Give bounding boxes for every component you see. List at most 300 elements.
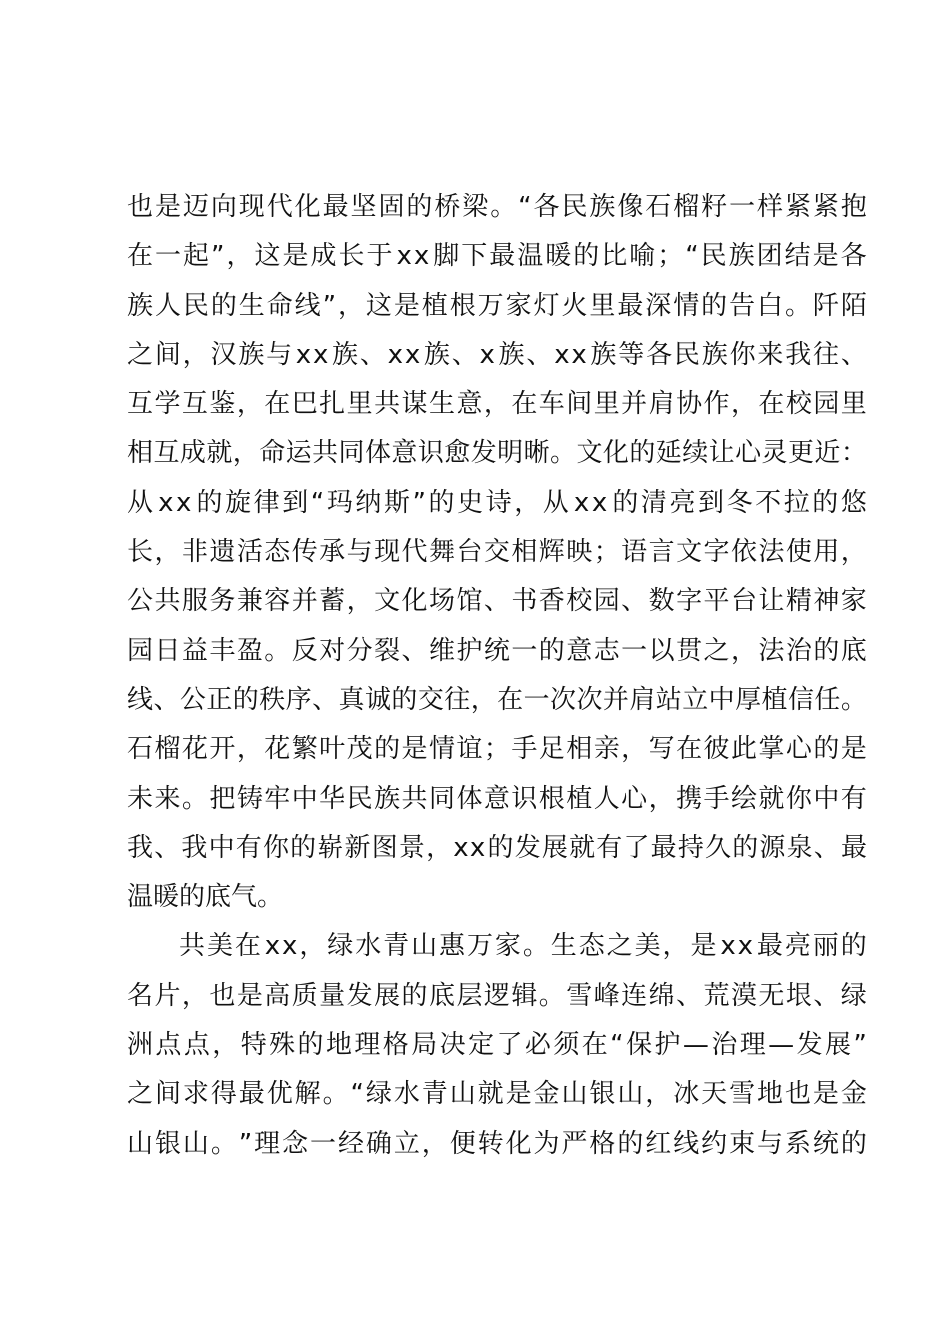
text-char: 让 [758,586,785,617]
text-char: 于 [366,241,393,272]
text-char: 你 [729,339,756,370]
text-char: 有 [596,832,623,863]
text-char: 香 [538,586,565,617]
text-char: 同 [338,438,365,469]
text-char: x [295,339,312,370]
text-char: x [312,339,329,370]
text-char: 最 [840,832,867,863]
text-char: 像 [617,192,644,222]
text-char: x [158,487,174,518]
text-char: 文 [576,438,603,469]
text-char: x [573,487,590,518]
text-char: 雪 [566,980,593,1011]
text-char: 并 [602,684,629,715]
text-char: 绿 [840,980,867,1011]
text-char: 言 [648,537,675,568]
text-char: 样 [757,192,784,222]
text-char: 蓄 [319,586,346,617]
text-char: 各 [646,339,673,370]
text-char: 同 [428,783,455,814]
text-char: 裂 [374,635,401,666]
text-char: “ [350,1079,364,1110]
text-char: 中 [291,783,318,814]
text-char: 是 [812,241,839,272]
text-char: 底 [840,635,867,666]
text-char: 中 [208,832,235,863]
text-char: 冬 [726,487,753,518]
text-char: 、 [526,339,553,370]
text-char: 、 [813,980,840,1011]
text-char: 书 [511,586,538,617]
text-char: 车 [538,389,565,420]
text-char: 命 [259,438,286,469]
text-char: 族 [423,339,450,370]
text-line [127,282,867,331]
text-char: 是 [690,931,717,962]
text-char: 最 [322,192,349,222]
text-char: 最 [617,290,644,321]
text-char: 、 [621,586,648,617]
text-char: 根 [538,783,565,814]
text-char: “ [610,1030,624,1061]
text-char: 美 [206,931,233,962]
text-char: 银 [154,1128,181,1159]
text-char: 向 [210,192,237,222]
text-char: 的 [297,1030,324,1061]
text-char: 新 [344,832,371,863]
text-char: 的 [196,487,223,518]
text-char: 明 [497,438,524,469]
text-char: 长 [127,537,154,568]
text-line [127,429,867,478]
text-char: 抱 [840,192,867,222]
text-char: 传 [291,537,318,568]
text-char: ， [232,438,259,469]
text-char: 各 [840,241,867,272]
text-char: 你 [262,832,289,863]
text-char: 族 [332,339,359,370]
text-char: 念 [282,1128,309,1159]
text-char: 籽 [701,192,728,222]
text-line [127,676,867,725]
text-char: 辉 [538,537,565,568]
text-char: 正 [206,684,233,715]
text-char: 最 [650,832,677,863]
text-char: 里 [840,389,867,420]
text-char: 展 [824,1030,851,1061]
text-char: 续 [682,438,709,469]
text-char: 意 [566,635,593,666]
text-char: 生 [550,931,577,962]
text-char: 在 [497,684,524,715]
text-char: 依 [730,537,757,568]
text-char: 之 [127,1079,154,1110]
text-char: 在 [581,1030,608,1061]
text-char: ； [593,537,620,568]
text-char: 维 [428,635,455,666]
text-char: 。 [181,783,208,814]
text-char: 的 [732,832,759,863]
text-char: 一 [310,1128,337,1159]
text-char: 承 [319,537,346,568]
text-char: 掌 [758,734,785,765]
text-char: 往 [444,684,471,715]
text-char: 便 [449,1128,476,1159]
text-char: 文 [676,537,703,568]
text-char: 石 [645,192,672,222]
text-char: 化 [294,192,321,222]
text-char: 非 [181,537,208,568]
text-char: 的 [210,290,237,321]
text-char: 舞 [428,537,455,568]
text-line [127,775,867,824]
text-char: 长 [338,241,365,272]
text-char: 的 [401,980,428,1011]
text-char: ， [483,389,510,420]
text-char: 名 [127,980,154,1011]
text-char: 谊 [456,734,483,765]
text-char: 来 [154,783,181,814]
text-char: ： [840,438,867,469]
text-line [127,577,867,626]
text-char: 让 [708,438,735,469]
text-char: 之 [127,339,154,370]
text-char: 玛 [326,487,353,518]
text-char: 体 [456,783,483,814]
text-char: 雪 [729,1079,756,1110]
text-char: 共 [154,586,181,617]
text-char: 到 [282,487,309,518]
text-char: 。 [322,1079,349,1110]
text-char: ， [470,684,497,715]
text-char: 有 [235,832,262,863]
text-char: 中 [813,783,840,814]
text-char: 之 [703,635,730,666]
text-char: 立 [682,684,709,715]
text-char: 到 [698,487,725,518]
text-char: 也 [209,980,236,1011]
text-char: 底 [428,980,455,1011]
text-char: 漠 [730,980,757,1011]
text-char: 法 [758,635,785,666]
text-char: 绵 [648,980,675,1011]
text-char: 。 [784,290,811,321]
text-char: 转 [477,1128,504,1159]
text-char: 人 [593,783,620,814]
text-line [127,1021,867,1070]
text-char: 互 [127,389,154,420]
text-char: 益 [181,635,208,666]
text-line [127,380,867,429]
text-char: 美 [634,931,661,962]
text-char: ， [648,783,675,814]
text-char: 间 [154,1079,181,1110]
text-char: 约 [701,1128,728,1159]
text-char: 崭 [317,832,344,863]
text-char: ， [299,931,326,962]
text-char: “ [685,241,699,272]
text-char: x [404,339,421,370]
text-char: 也 [127,192,154,222]
text-char: 律 [253,487,280,518]
text-char: 山 [182,1128,209,1159]
text-char: 共 [401,783,428,814]
text-char: 次 [550,684,577,715]
text-line [127,232,867,281]
text-char: 与 [757,1128,784,1159]
text-char: 间 [154,339,181,370]
text-char: 格 [382,1030,409,1061]
text-char: 体 [364,438,391,469]
text-char: 理 [739,1030,766,1061]
text-char: 也 [784,1079,811,1110]
text-char: 下 [461,241,488,272]
text-char: 与 [346,537,373,568]
text-char: 从 [542,487,569,518]
text-char: 是 [393,290,420,321]
text-char: 信 [787,684,814,715]
text-char: 交 [483,537,510,568]
text-char: 图 [371,832,398,863]
text-char: 展 [374,980,401,1011]
text-char: 繁 [291,734,318,765]
text-char: 志 [593,635,620,666]
text-char: 比 [601,241,628,272]
text-char: 金 [533,1079,560,1110]
text-char: 、 [401,635,428,666]
text-char: 了 [623,832,650,863]
text-char: 。 [264,635,291,666]
text-char: 从 [127,487,154,518]
text-char: 就 [206,438,233,469]
text-char: 馆 [456,586,483,617]
text-char: 榴 [154,734,181,765]
text-char: 、 [451,339,478,370]
text-char: 植 [566,783,593,814]
text-char: 亲 [593,734,620,765]
text-char: 生 [428,389,455,420]
text-char: 运 [285,438,312,469]
text-char: 史 [457,487,484,518]
text-char: ， [346,586,373,617]
text-char: 逻 [483,980,510,1011]
text-char: 在 [758,389,785,420]
text-char: 严 [561,1128,588,1159]
text-char: 固 [378,192,405,222]
text-char: 了 [496,1030,523,1061]
text-char: 的 [840,1128,867,1159]
text-char: 冰 [673,1079,700,1110]
text-char: 根 [449,290,476,321]
text-line [127,528,867,577]
text-char: 一 [729,192,756,222]
text-char: 里 [346,389,373,420]
text-char: ， [154,537,181,568]
text-char: 诗 [485,487,512,518]
text-char: 山 [411,931,438,962]
text-char: 一 [155,241,182,272]
text-char: 与 [266,339,293,370]
text-char: 族 [590,339,617,370]
text-char: 的 [406,192,433,222]
text-char: 手 [511,734,538,765]
text-char: 治 [785,635,812,666]
text-char: 青 [421,1079,448,1110]
text-char: 殊 [269,1030,296,1061]
text-char: 台 [456,537,483,568]
text-char: 。 [522,931,549,962]
text-char: 秩 [259,684,286,715]
text-char: 的 [374,734,401,765]
text-char: 脚 [433,241,460,272]
text-char: x [737,931,754,962]
text-char: 我 [127,832,154,863]
text-char: 是 [505,1079,532,1110]
text-char: 鉴 [209,389,236,420]
text-char: 桥 [434,192,461,222]
text-char: 现 [238,192,265,222]
text-char: 决 [439,1030,466,1061]
text-char: 就 [758,783,785,814]
text-char: 反 [291,635,318,666]
text-char: ； [483,734,510,765]
text-char: 花 [181,734,208,765]
text-char: 展 [541,832,568,863]
text-char: 线 [127,684,154,715]
text-char: 携 [676,783,703,814]
text-char: 族 [728,241,755,272]
text-char: 映 [566,537,593,568]
text-char: 肩 [648,389,675,420]
text-char: 字 [703,537,730,568]
text-char: 确 [365,1128,392,1159]
text-char: 数 [648,586,675,617]
text-char: 特 [240,1030,267,1061]
text-char: 化 [401,586,428,617]
text-char: 代 [401,537,428,568]
text-char: 得 [210,1079,237,1110]
text-char: 法 [758,537,785,568]
text-char: 火 [561,290,588,321]
text-char: 未 [127,783,154,814]
text-char: 灯 [533,290,560,321]
text-char: 系 [784,1128,811,1159]
text-char: 泉 [786,832,813,863]
text-char: 情 [428,734,455,765]
text-char: 识 [511,783,538,814]
text-char: 往 [813,339,840,370]
text-char: 理 [254,1128,281,1159]
text-char: 态 [264,537,291,568]
text-char: 共 [374,389,401,420]
text-char: 华 [319,783,346,814]
text-char: 的 [573,241,600,272]
text-char: 必 [524,1030,551,1061]
text-char: 足 [538,734,565,765]
text-char: ” [211,241,225,272]
text-char: 天 [701,1079,728,1110]
text-char: 就 [569,832,596,863]
text-char: 各 [533,192,560,222]
text-char: 榴 [673,192,700,222]
text-char: 层 [456,980,483,1011]
text-char: 贯 [676,635,703,666]
text-char: 中 [708,684,735,715]
text-char: 亮 [669,487,696,518]
text-char: “ [310,487,325,518]
text-char: ， [645,1079,672,1110]
text-char: 。 [550,438,577,469]
text-char: ， [840,537,867,568]
text-char: 青 [383,931,410,962]
text-char: 等 [618,339,645,370]
text-char: 延 [655,438,682,469]
text-char: 兼 [236,586,263,617]
text-char: 园 [127,635,154,666]
text-char: 经 [337,1128,364,1159]
text-char: 校 [785,389,812,420]
text-char: 盈 [236,635,263,666]
text-char: 意 [456,389,483,420]
text-char: x [469,832,486,863]
text-char: x [720,931,736,962]
text-char: 就 [477,1079,504,1110]
text-char: 点 [155,1030,182,1061]
text-char: 片 [154,980,181,1011]
text-char: 、 [813,832,840,863]
text-char: “ [518,192,532,222]
text-char: 化 [505,1128,532,1159]
text-char: 来 [757,339,784,370]
text-char: 亮 [784,931,811,962]
text-char: 的 [813,734,840,765]
text-char: 的 [290,832,317,863]
text-char: 立 [393,1128,420,1159]
text-char: 容 [264,586,291,617]
text-char: 并 [291,586,318,617]
text-char: 斯 [383,487,410,518]
text-char: 族 [701,339,728,370]
text-char: 喻 [629,241,656,272]
text-char: 族 [498,339,525,370]
text-char: 协 [676,389,703,420]
text-char: 识 [417,438,444,469]
text-char: 暖 [545,241,572,272]
text-char: 线 [673,1128,700,1159]
text-char: 的 [232,684,259,715]
text-char: 是 [812,1079,839,1110]
text-char: 求 [182,1079,209,1110]
text-char: 的 [538,635,565,666]
text-char: 扎 [319,389,346,420]
text-char: 共 [312,438,339,469]
text-line [127,331,867,380]
text-char: 民 [700,241,727,272]
text-char: 代 [266,192,293,222]
text-char: 告 [729,290,756,321]
text-char: 景 [398,832,425,863]
text-char: 里 [593,389,620,420]
text-char: 阡 [812,290,839,321]
text-char: 意 [483,783,510,814]
text-char: 无 [758,980,785,1011]
text-char: 惠 [439,931,466,962]
text-char: 叶 [319,734,346,765]
text-char: 发 [470,438,497,469]
text-char: 巴 [291,389,318,420]
text-char: 最 [756,931,783,962]
text-char: 梁 [462,192,489,222]
